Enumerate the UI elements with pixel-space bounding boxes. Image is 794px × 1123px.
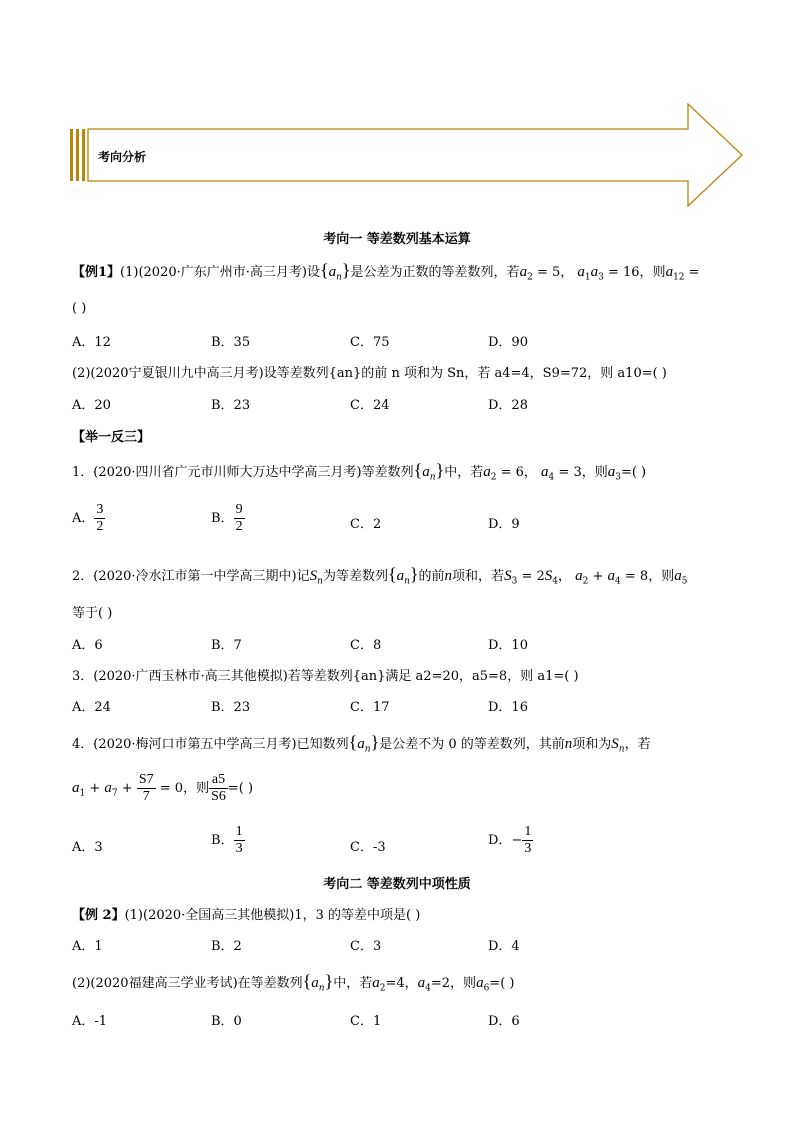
practice-q4-option-b: B． $\frac{1}{3}$ xyxy=(211,824,243,856)
ex2-q2-option-a: A．-1 xyxy=(72,1014,108,1029)
ex2-q1-option-b: B．2 xyxy=(211,939,242,954)
ex2-q1-option-a: A．1 xyxy=(72,939,103,954)
section1-title: 考向一 等差数列基本运算 xyxy=(323,232,471,247)
ex1-q1-option-a: A．12 xyxy=(72,335,111,350)
practice-tag: 【举一反三】 xyxy=(72,430,151,445)
practice-q4-line2: $a_1 + a_7$ + $\frac{S7}{7}$ = 0，则 $\frac{a5}{S6}$ =( ) xyxy=(72,772,254,804)
practice-q2: 2．(2020·冷水江市第一中学高三期中)记$S_n$为等差数列$\{a_n\}$的前n项和，若$S_3 = 2S_4$， $a_2 + a_4 = 8$，则$a_5$ xyxy=(72,564,688,587)
practice-q2-line2: 等于( ) xyxy=(72,606,113,621)
ex2-question2: (2)(2020福建高三学业考试)在等差数列$\{a_n\}$中，若$a_2=4$，$a_4=2$，则$a_6=$( ) xyxy=(72,971,515,994)
practice-q4-option-a: A．3 xyxy=(72,840,103,855)
practice-q3-option-a: A．24 xyxy=(72,700,111,715)
practice-q3-option-c: C．17 xyxy=(350,700,390,715)
ex2-q2-option-d: D．6 xyxy=(488,1014,520,1029)
section2-title: 考向二 等差数列中项性质 xyxy=(323,877,471,892)
ex1-q1-paren: ( ) xyxy=(72,301,87,316)
practice-q3-option-b: B．23 xyxy=(211,700,251,715)
practice-q2-option-b: B．7 xyxy=(211,638,242,653)
practice-q4-option-c: C．-3 xyxy=(350,840,386,855)
ex2-q1-option-d: D．4 xyxy=(488,939,520,954)
ex1-tag: 【例1】 xyxy=(72,265,121,280)
ex1-question2: (2)(2020宁夏银川九中高三月考)设等差数列{an}的前 n 项和为 Sn，若 a4=4，S9=72，则 a10=( ) xyxy=(72,366,667,381)
ex2-question1: 【例 2】(1)(2020·全国高三其他模拟)1，3 的等差中项是( ) xyxy=(72,908,421,923)
practice-q1-option-d: D．9 xyxy=(488,517,520,532)
practice-q1-option-a: A． $\frac{3}{2}$ xyxy=(72,502,104,534)
ex1-q2-option-d: D．28 xyxy=(488,398,528,413)
practice-q2-option-c: C．8 xyxy=(350,638,382,653)
section-banner-arrow xyxy=(70,103,744,207)
practice-q1: 1．(2020·四川省广元市川师大万达中学高三月考)等差数列$\{a_n\}$中，若$a_2 = 6$， $a_4 = 3$，则$a_3=$( ) xyxy=(72,460,647,483)
ex2-q1-option-c: C．3 xyxy=(350,939,382,954)
practice-q2-option-a: A．6 xyxy=(72,638,103,653)
ex1-q1-option-c: C．75 xyxy=(350,335,390,350)
practice-q3: 3．(2020·广西玉林市·高三其他模拟)若等差数列{an}满足 a2=20，a5=8，则 a1=( ) xyxy=(72,669,579,684)
practice-q4-option-d: D．− $\frac{1}{3}$ xyxy=(488,824,532,856)
ex1-q1-option-b: B．35 xyxy=(211,335,251,350)
banner-label: 考向分析 xyxy=(98,150,147,164)
practice-q1-option-b: B． $\frac{9}{2}$ xyxy=(211,502,243,534)
ex1-question1: 【例1】(1)(2020·广东广州市·高三月考)设$\{a_n\}$是公差为正数的等差数列，若$a_2 = 5$， $a_1a_3 = 16$，则$a_{12}$ = xyxy=(72,260,700,283)
ex2-q2-option-b: B．0 xyxy=(211,1014,242,1029)
practice-q4: 4．(2020·梅河口市第五中学高三月考)已知数列$\{a_n\}$是公差不为 0 的等差数列，其前n项和为$S_n$，若 xyxy=(72,732,651,755)
practice-q1-option-c: C．2 xyxy=(350,517,382,532)
ex2-tag: 【例 2】 xyxy=(72,908,125,923)
practice-q3-option-d: D．16 xyxy=(488,700,528,715)
ex1-q2-option-b: B．23 xyxy=(211,398,251,413)
ex2-q2-option-c: C．1 xyxy=(350,1014,382,1029)
ex1-q1-option-d: D．90 xyxy=(488,335,528,350)
practice-q2-option-d: D．10 xyxy=(488,638,528,653)
ex1-q2-option-c: C．24 xyxy=(350,398,390,413)
ex1-q2-option-a: A．20 xyxy=(72,398,111,413)
